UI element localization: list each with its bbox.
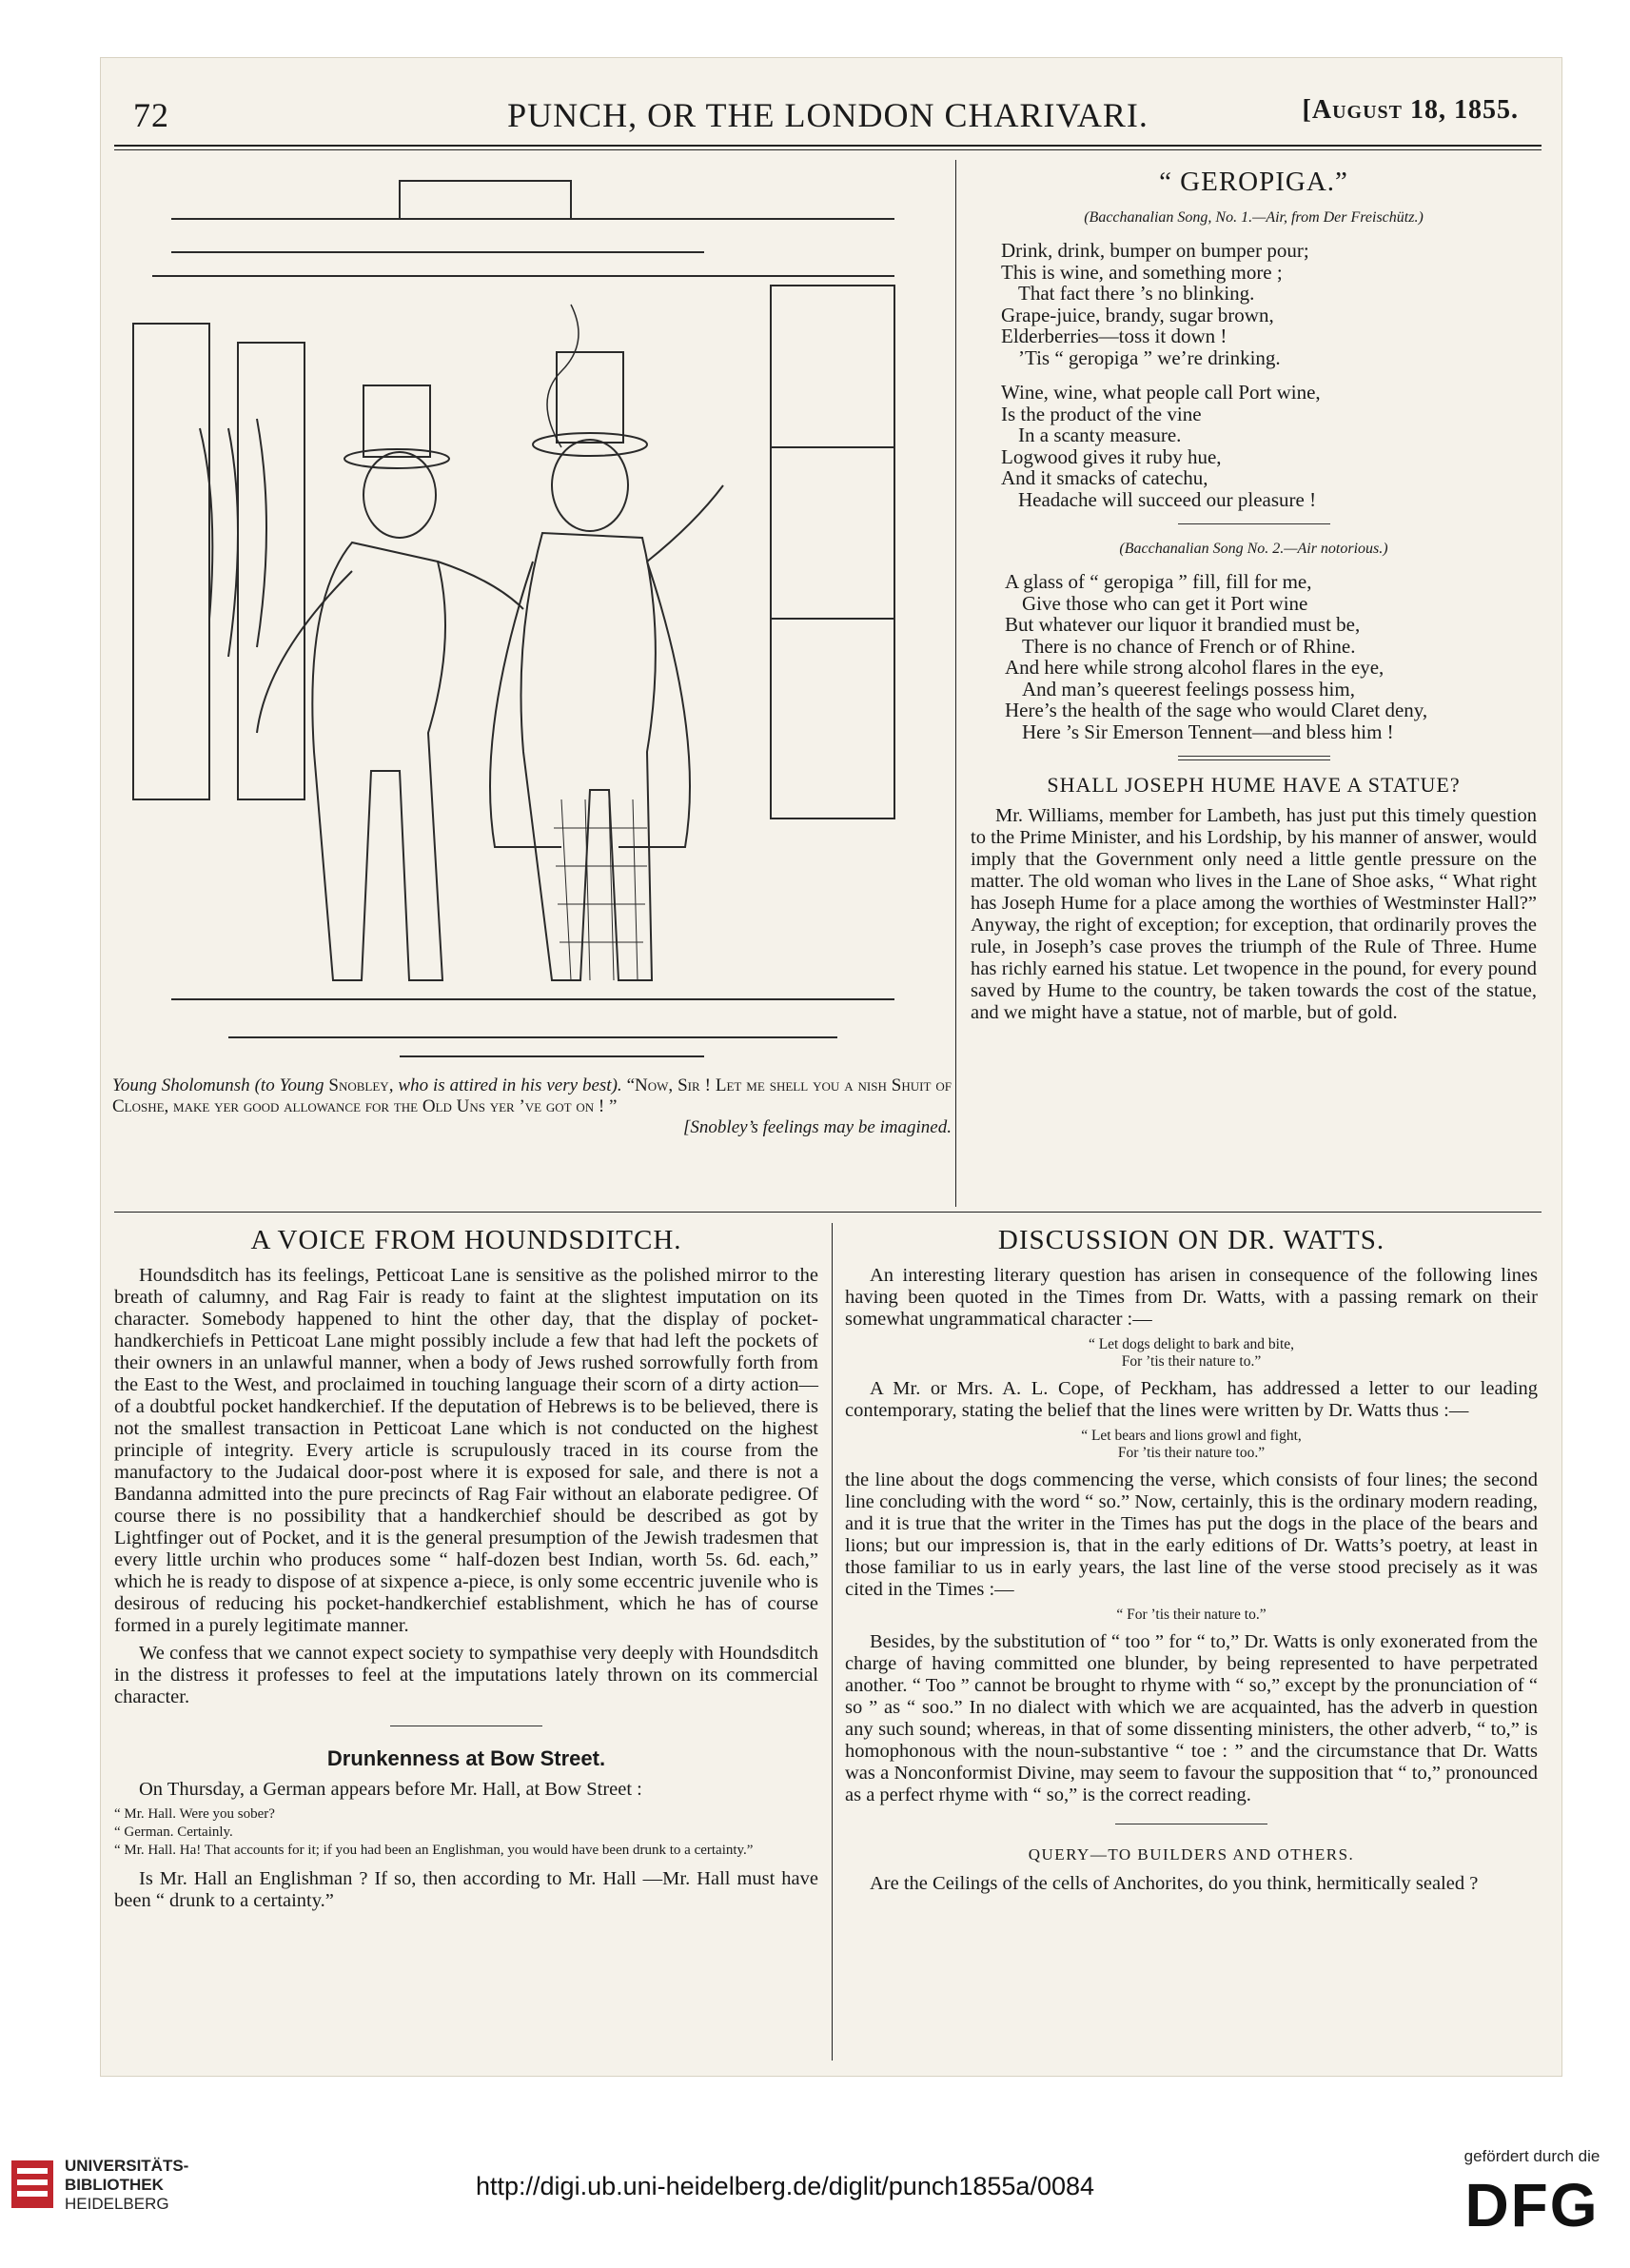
verse-line: Here’s the health of the sage who would Claret deny, [1005,699,1428,721]
library-line-3: HEIDELBERG [65,2195,169,2213]
masthead-title: PUNCH, OR THE LONDON CHARIVARI. [507,96,1149,134]
verse-line: This is wine, and something more ; [1001,260,1283,284]
dfg-logo: DFG [1464,2171,1600,2239]
page-header [114,95,1542,143]
verse-line: Give those who can get it Port wine [1022,591,1308,615]
column-divider-top [955,160,956,1207]
quote-line: “ Let dogs delight to bark and bite, [1088,1336,1295,1352]
song2-subtitle: (Bacchanalian Song No. 2.—Air notorious.) [1119,541,1388,557]
houndsditch-p1: Houndsditch has its feelings, Petticoat Lane is sensitive as the polished mirror to the breath of calumny, and Rag Fair is ready to faint at the slightest imputation on its character. Somebody happened to hint the other day, that the display of pocket-handkerchiefs in Petticoat Lane might possibly include a few that had left the pockets of their owners in an unlawful manner, when a body of Jews rushed sorrowfully forth from the East to the West, and proclaimed in touching language their scorn of a dirty action—of a doubtful pocket handkerchief. If the deputation of Hebrews is to be believed, there is not the smallest transaction in Petticoat Lane which is not conducted on the highest principle of integrity. Every article is scrupulously traced in its course from the manufactory to the Judaical door-post where it is exposed for sale, and there is not a Bandanna admitted into the pure precincts of Rag Fair without an elaborate pedigree. Of course there is no possibility that a handkerchief should be described as got by Lightfinger out of Pocket, and it is the general presumption of the Jewish tradesmen that every little urchin who produces some “ half-dozen best Indian, worth 5s. 6d. each,” which he is ready to dispose of at sixpence a-piece, is only some eccentric juvenile who is desirous of reducing his pocket-handkerchief establishment, which he has of course formed in a purely legitimate manner. [114,1265,818,1636]
caption-aside: [Snobley’s feelings may be imagined. [683,1117,952,1137]
cartoon-illustration [114,162,952,1071]
verse-line: Grape-juice, brandy, sugar brown, [1001,303,1274,326]
query-body: Are the Ceilings of the cells of Anchorites, do you think, hermitically sealed ? [870,1873,1479,1894]
divider [1178,523,1330,524]
library-line-1: UNIVERSITÄTS- [65,2157,189,2175]
song1-subtitle: (Bacchanalian Song, No. 1.—Air, from Der Freischütz.) [1084,209,1424,226]
verse-2 [971,382,1537,510]
caption-name: Snobley [328,1075,389,1095]
dialogue-line: “ Mr. Hall. Were you sober? [114,1806,275,1822]
caption-italic-2: , who is attired in his very best). [388,1075,622,1095]
geropiga-title: “ GEROPIGA.” [1159,167,1348,197]
hume-body: Mr. Williams, member for Lambeth, has just put this timely question to the Prime Minister, and his Lordship, by his manner of answer, would imply that the Government only need a little gentle pressure on the matter. The old woman who lives in the Lane of Shoe asks, “ What right has Joseph Hume for a place among the worthies of Westminster Hall?” Anyway, the right of exception; for exception, that ordinarily proves the rule, in Joseph’s case proves the triumph of the Rule of Three. Hume has richly earned his statue. Let twopence in the pound, for every pound saved by Hume to the country, be taken towards the cost of the statue, and we might have a statue, not of marble, but of gold. [971,805,1537,1023]
bowstreet-p1: On Thursday, a German appears before Mr. Hall, at Bow Street : [139,1779,642,1800]
caption-speech: “Now, Sir ! Let me shell you a nish Shuit of Closhe, make yer good allowance for the Old Uns yer ’ve got on ! ” [112,1075,952,1116]
library-line-2: BIBLIOTHEK [65,2176,164,2194]
verse-line: Wine, wine, what people call Port wine, [1001,381,1321,404]
bowstreet-title: Drunkenness at Bow Street. [326,1746,606,1770]
houndsditch-title: A VOICE FROM HOUNDSDITCH. [250,1225,682,1255]
issue-date: [August 18, 1855. [1302,95,1519,125]
bottom-right-column [845,1225,1538,1901]
header-rule-thin [114,149,1542,150]
verse-line: In a scanty measure. [1018,424,1182,446]
watts-p3: the line about the dogs commencing the verse, which consists of four lines; the second line concluding with the word “ so.” Now, certainly, this is the ordinary modern reading, and it is true that the writer in the Times has put the dogs in the place of the bears and lions; but our impression is, that in the early editions of Dr. Watts’s poetry, at least in those familiar to us in early years, the last line of the verse stood precisely as it was cited in the Times :— [845,1469,1538,1600]
page-number: 72 [133,96,169,134]
column-divider-bottom [832,1223,833,2061]
quote-2 [845,1428,1538,1462]
watts-p2: A Mr. or Mrs. A. L. Cope, of Peckham, has addressed a letter to our leading contemporary, stating the belief that the lines were written by Dr. Watts thus :— [845,1378,1538,1421]
verse-line: That fact there ’s no blinking. [1018,282,1255,305]
dialogue-line: “ Mr. Hall. Ha! That accounts for it; if you had been an Englishman, you would have been drunk to a certainty.” [114,1843,754,1858]
verse-line: And here while strong alcohol flares in the eye, [1005,656,1385,679]
source-url-link[interactable]: http://digi.ub.uni-heidelberg.de/diglit/punch1855a/0084 [476,2172,1095,2200]
bottom-left-column [114,1225,818,1918]
verse-line: Drink, drink, bumper on bumper pour; [1001,239,1309,262]
double-divider [1178,756,1330,760]
quote-3: “ For ’tis their nature to.” [1116,1607,1267,1623]
sponsor-text: gefördert durch die [1463,2147,1601,2165]
verse-line: Here ’s Sir Emerson Tennent—and bless him ! [1022,720,1394,743]
verse-line: And it smacks of catechu, [1001,466,1208,489]
verse-line: Elderberries—toss it down ! [1001,325,1227,347]
query-title: QUERY—TO BUILDERS AND OTHERS. [1028,1845,1355,1864]
bowstreet-p2: Is Mr. Hall an Englishman ? If so, then according to Mr. Hall —Mr. Hall must have been “ drunk to a certainty.” [114,1868,818,1911]
verse-3 [971,571,1537,742]
cartoon-caption [112,1075,952,1138]
verse-line: Is the product of the vine [1001,402,1202,425]
library-emblem-icon [10,2151,55,2218]
verse-1 [971,240,1537,368]
watts-p1: An interesting literary question has arisen in consequence of the following lines having been quoted in the Times from Dr. Watts, with a passing remark on their somewhat ungrammatical character :— [845,1265,1538,1330]
digitization-footer [0,2141,1630,2268]
hume-title: SHALL JOSEPH HUME HAVE A STATUE? [1047,773,1461,797]
verse-line: And man’s queerest feelings possess him, [1022,677,1355,700]
verse-line: Logwood gives it ruby hue, [1001,444,1222,468]
dialogue-line: “ German. Certainly. [114,1824,233,1840]
quote-line: “ Let bears and lions growl and fight, [1081,1428,1302,1444]
verse-line: Headache will succeed our pleasure ! [1018,487,1317,511]
verse-line: A glass of “ geropiga ” fill, fill for me, [1005,570,1312,593]
verse-line: There is no chance of French or of Rhine. [1022,634,1356,658]
header-rule [114,145,1542,147]
quote-1 [845,1336,1538,1371]
watts-p4: Besides, by the substitution of “ too ” for “ to,” Dr. Watts is only exonerated from the charge of having committed one blunder, by being represented to have perpetrated another. “ Too ” cannot be brought to rhyme with “ so,” except by the pronunciation of “ so ” as “ soo.” In no dialect with which we are acquainted, has the adverb in question any such sound; whereas, in that of some dissenting ministers, the other adverb, “ to,” is homophonous with the noun-substantive “ toe : ” and the circumstance that Dr. Watts was a Nonconformist Divine, may seem to favour the supposition that “ to,” pronounced as a perfect rhyme with “ so,” is the correct reading. [845,1631,1538,1805]
watts-title: DISCUSSION ON DR. WATTS. [997,1225,1385,1255]
quote-line: For ’tis their nature too.” [1117,1445,1266,1461]
section-rule [114,1212,1542,1213]
right-top-column [971,167,1537,1030]
dfg-sponsor [1446,2147,1618,2240]
houndsditch-p2: We confess that we cannot expect society to sympathise very deeply with Houndsditch in the distress it professes to feel at the imputations lately thrown on its commercial character. [114,1643,818,1707]
quote-line: For ’tis their nature to.” [1121,1353,1262,1370]
verse-line: ’Tis “ geropiga ” we’re drinking. [1018,345,1281,369]
caption-italic: Young Sholomunsh (to Young [112,1075,329,1095]
verse-line: But whatever our liquor it brandied must be, [1005,613,1361,636]
